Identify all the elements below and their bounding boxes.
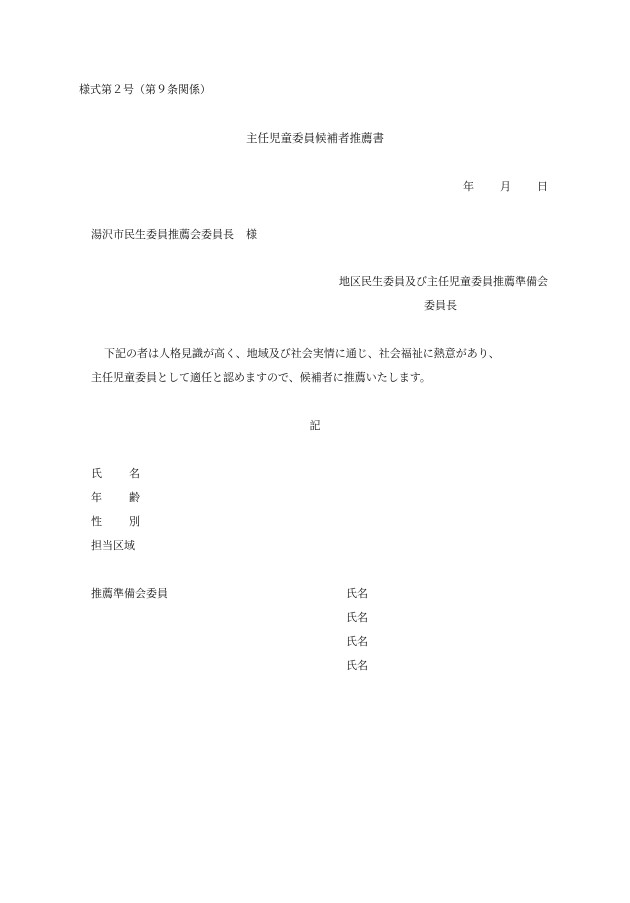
field-label-age	[91, 492, 140, 503]
sender-organization: 地区民生委員及び主任児童委員推薦準備会	[339, 275, 548, 288]
field-label-name-char1: 氏	[91, 467, 102, 480]
signature-name-label: 氏名	[346, 659, 368, 672]
signature-name-label: 氏名	[346, 611, 368, 624]
field-label-name-char2: 名	[129, 467, 140, 480]
addressee	[91, 229, 257, 240]
field-label-name	[91, 468, 140, 479]
form-number: 様式第２号（第９条関係）	[79, 83, 211, 96]
field-label-area: 担当区域	[91, 539, 135, 552]
signature-name-label: 氏名	[346, 587, 368, 600]
addressee-honorific: 様	[246, 228, 257, 241]
date-month: 月	[500, 180, 511, 193]
ki-heading: 記	[309, 419, 321, 432]
body-text-line-1: 下記の者は人格見識が高く、地域及び社会実情に通じ、社会福祉に熱意があり、	[104, 347, 500, 360]
committee-label: 推薦準備会委員	[91, 587, 168, 600]
document-title: 主任児童委員候補者推薦書	[246, 131, 384, 145]
date-line	[463, 181, 548, 192]
body-text-line-2: 主任児童委員として適任と認めますので、候補者に推薦いたします。	[91, 371, 431, 384]
field-label-age-char1: 年	[91, 491, 102, 504]
signature-name-label: 氏名	[346, 635, 368, 648]
field-label-age-char2: 齢	[129, 491, 140, 504]
date-day: 日	[537, 180, 548, 193]
field-label-gender-char1: 性	[91, 515, 102, 528]
addressee-name: 湯沢市民生委員推薦会委員長	[91, 228, 234, 241]
sender-title: 委員長	[424, 299, 457, 312]
field-label-gender-char2: 別	[129, 515, 140, 528]
date-year: 年	[463, 180, 474, 193]
field-label-gender	[91, 516, 140, 527]
